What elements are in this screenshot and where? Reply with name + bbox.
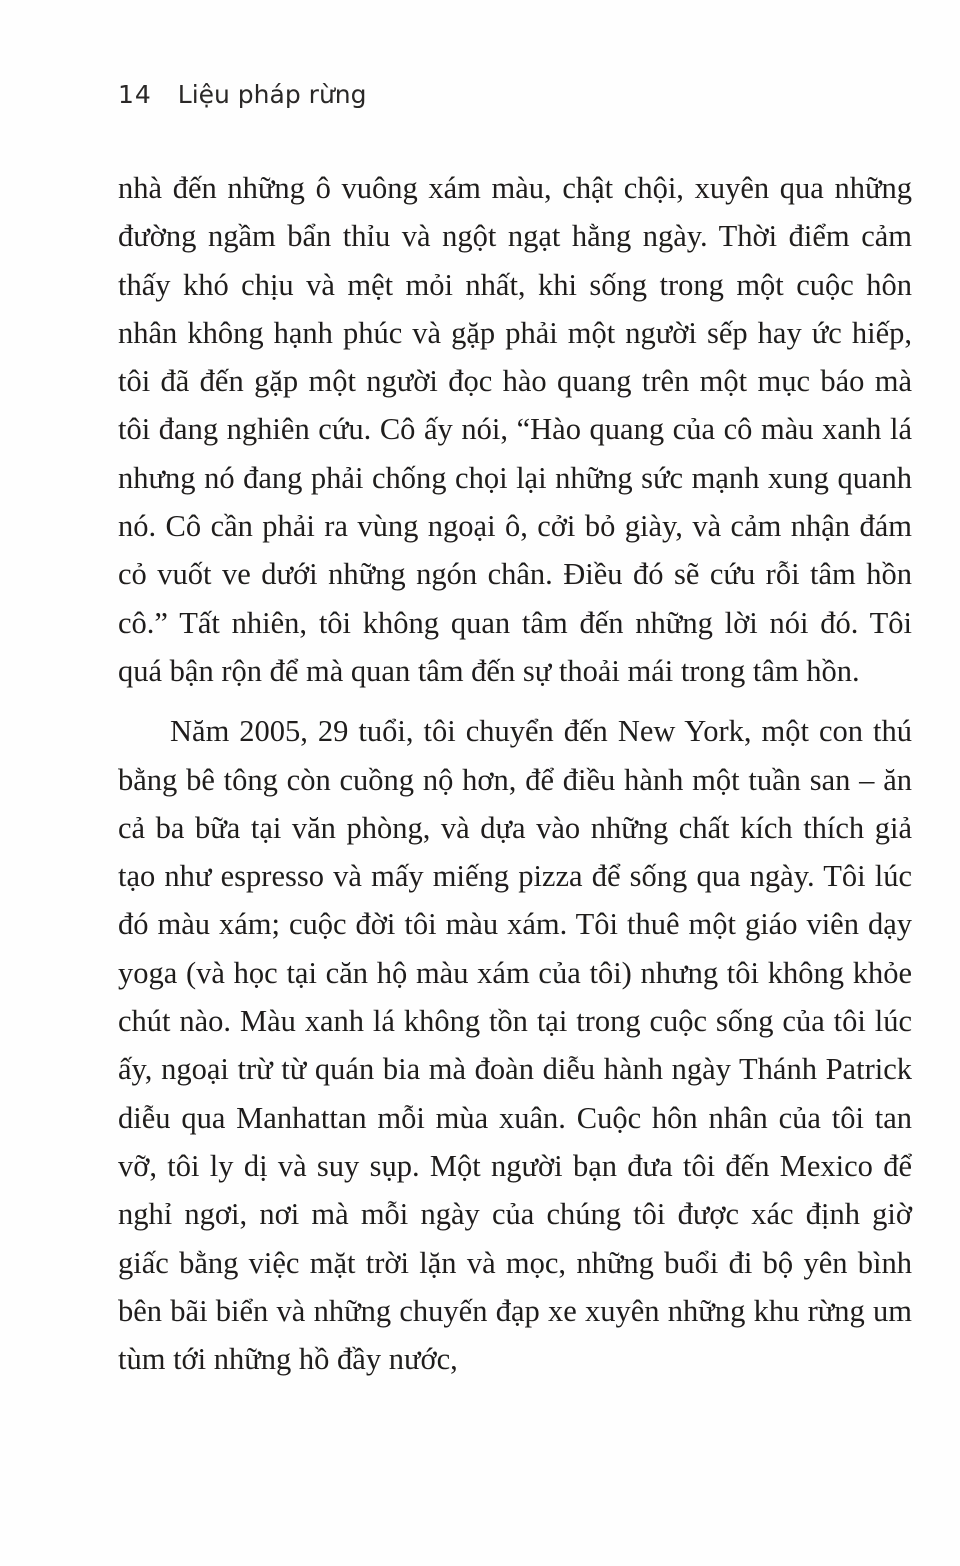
paragraph-continued: nhà đến những ô vuông xám màu, chật chội, xuyên qua những đường ngầm bẩn thỉu và ngột ngạt hằng ngày. Thời điểm cảm thấy khó chịu và mệt mỏi nhất, khi sống trong một cuộc hôn nhân không hạnh phúc và gặp phải một người sếp hay ức hiếp, tôi đã đến gặp một người đọc hào quang trên một mục báo mà tôi đang nghiên cứu. Cô ấy nói, “Hào quang của cô màu xanh lá nhưng nó đang phải chống chọi lại những sức mạnh xung quanh nó. Cô cần phải ra vùng ngoại ô, cởi bỏ giày, và cảm nhận đám cỏ vuốt ve dưới những ngón chân. Điều đó sẽ cứu rỗi tâm hồn cô.” Tất nhiên, tôi không quan tâm đến những lời nói đó. Tôi quá bận rộn để mà quan tâm đến sự thoải mái trong tâm hồn.	[118, 171, 912, 688]
running-title: Liệu pháp rừng	[177, 80, 367, 109]
running-header	[118, 80, 367, 109]
page-number: 14	[118, 80, 152, 109]
paragraph: Năm 2005, 29 tuổi, tôi chuyển đến New York, một con thú bằng bê tông còn cuồng nộ hơn, để điều hành một tuần san – ăn cả ba bữa tại văn phòng, và dựa vào những chất kích thích giả tạo như espresso và mấy miếng pizza để sống qua ngày. Tôi lúc đó màu xám; cuộc đời tôi màu xám. Tôi thuê một giáo viên dạy yoga (và học tại căn hộ màu xám của tôi) nhưng tôi không khỏe chút nào. Màu xanh lá không tồn tại trong cuộc sống của tôi lúc ấy, ngoại trừ từ quán bia mà đoàn diễu hành ngày Thánh Patrick diễu qua Manhattan mỗi mùa xuân. Cuộc hôn nhân của tôi tan vỡ, tôi ly dị và suy sụp. Một người bạn đưa tôi đến Mexico để nghỉ ngơi, nơi mà mỗi ngày của chúng tôi được xác định giờ giấc bằng việc mặt trời lặn và mọc, những buổi đi bộ yên bình bên bãi biển và những chuyến đạp xe xuyên những khu rừng um tùm tới những hồ đầy nước,	[118, 714, 912, 1377]
body-text	[118, 164, 912, 1383]
